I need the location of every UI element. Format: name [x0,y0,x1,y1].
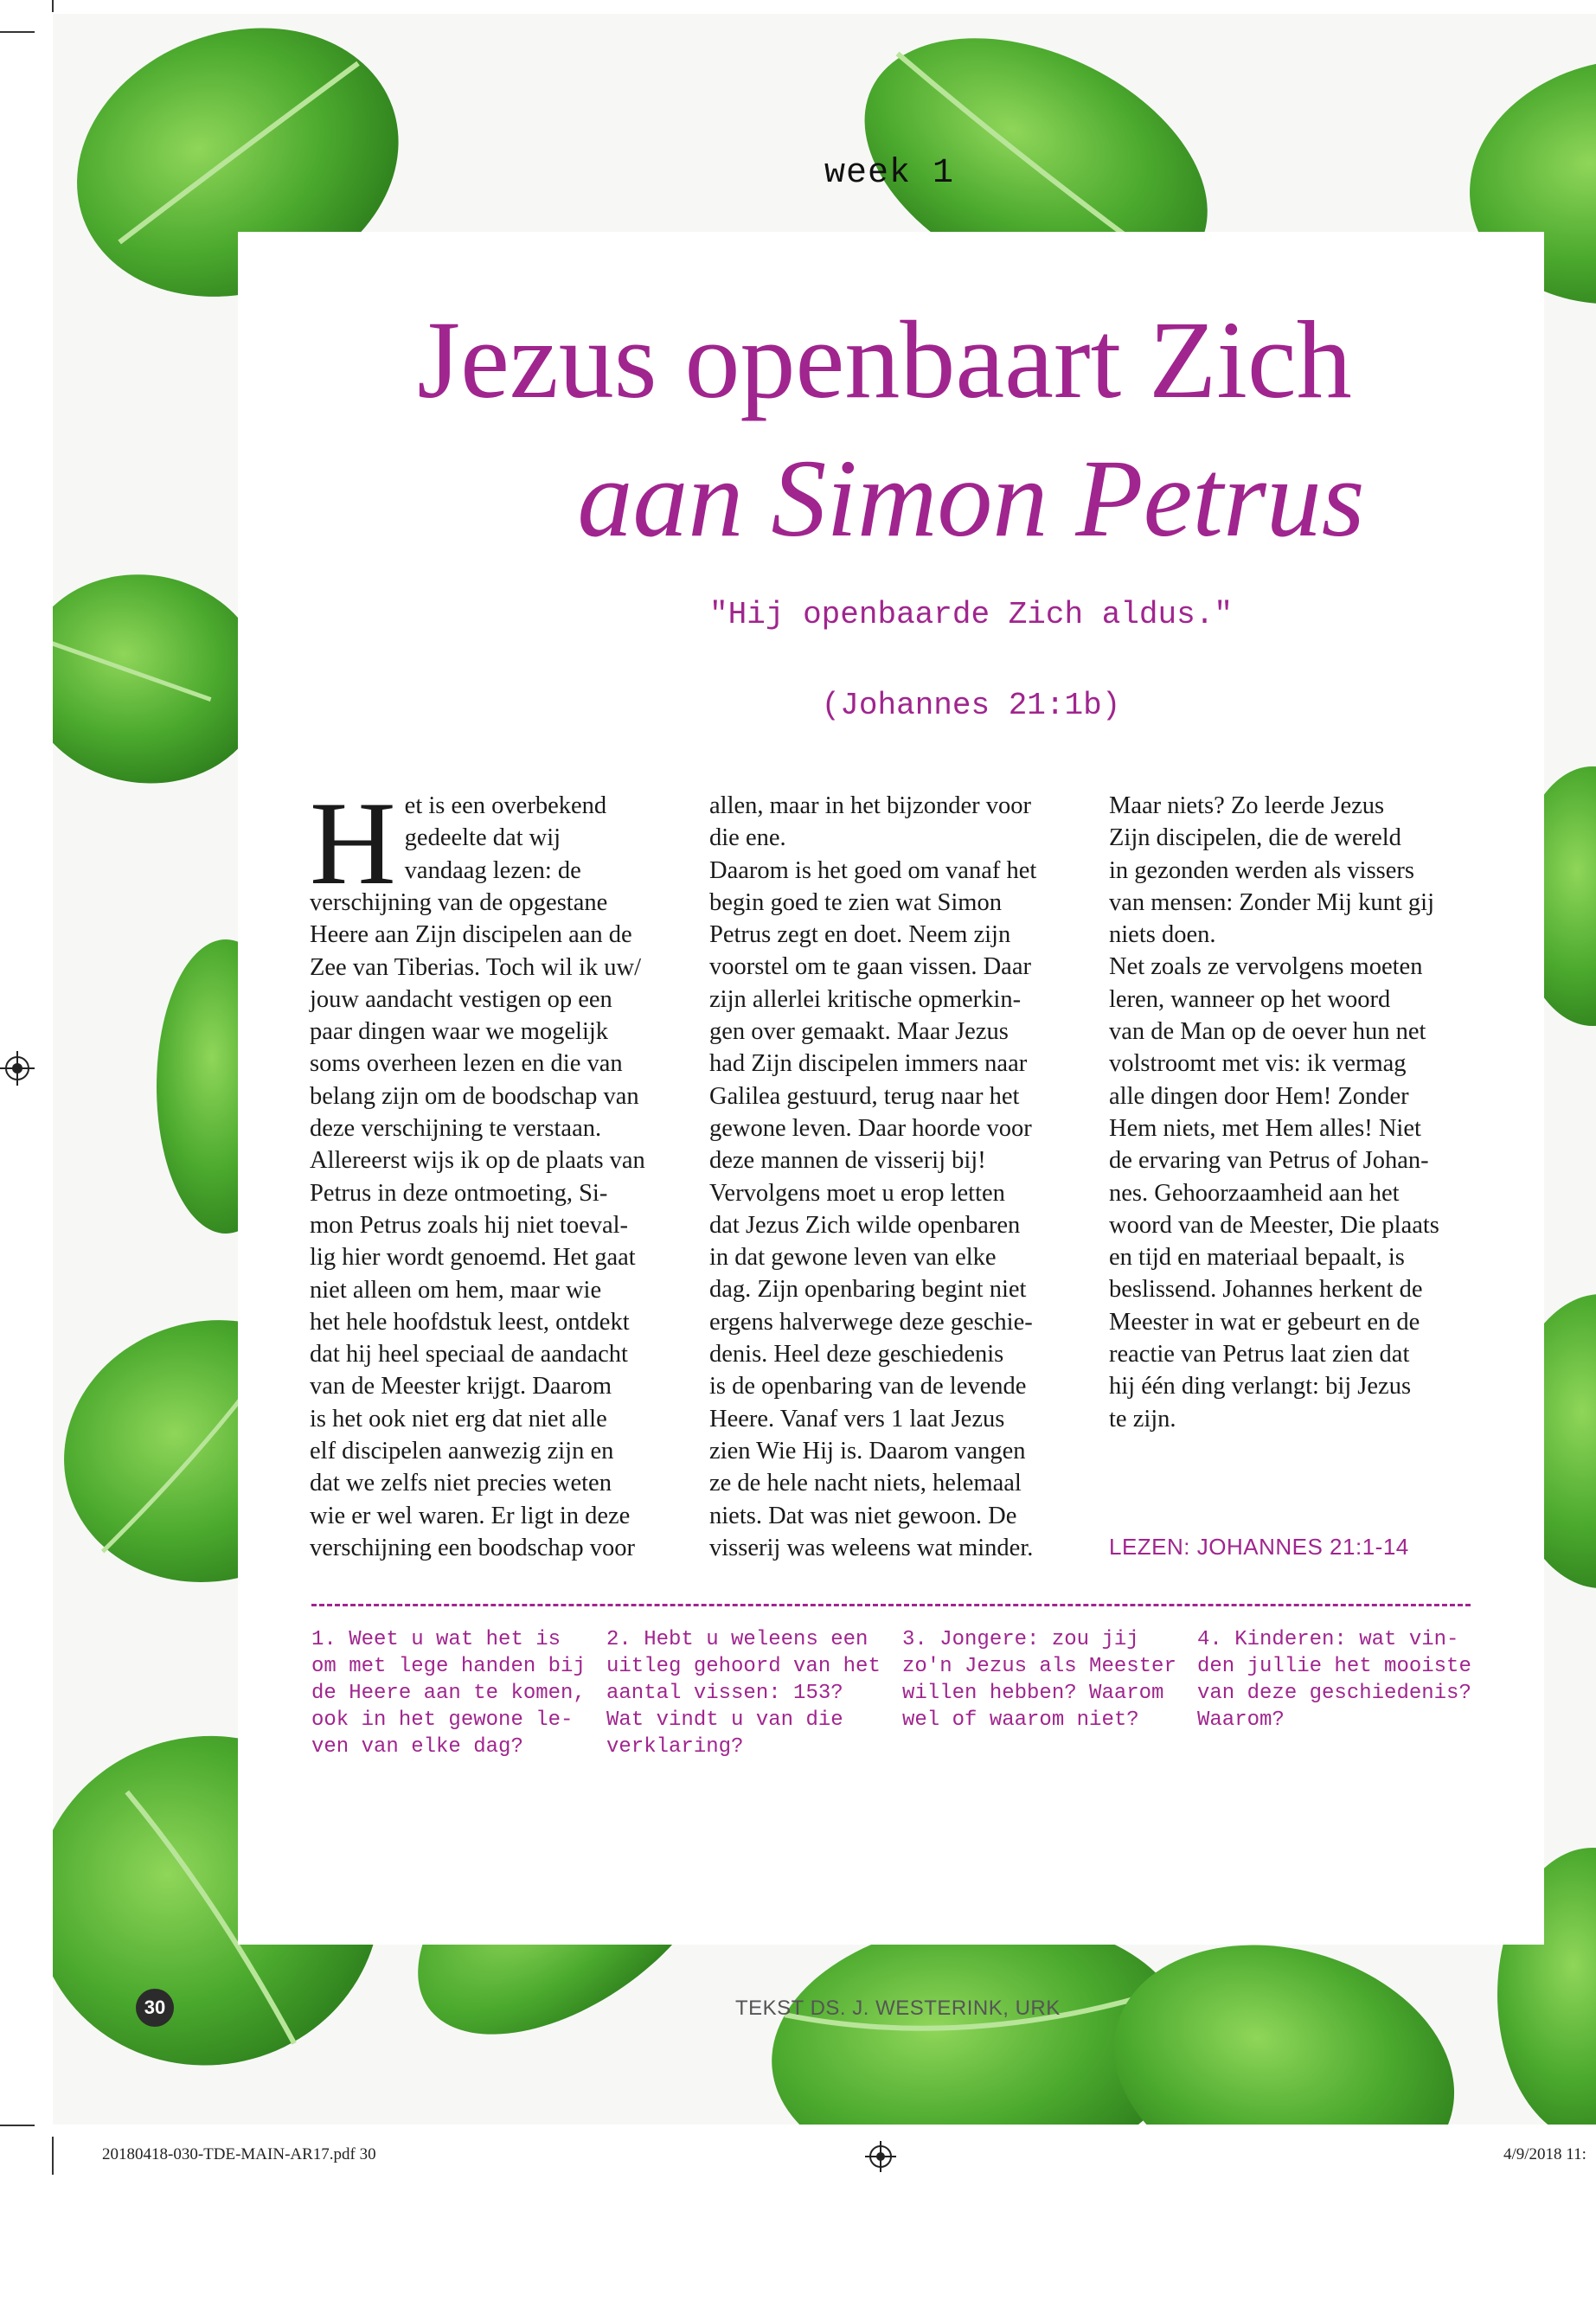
dashed-divider [311,1604,1471,1606]
article-line: in dat gewone leven van elke [709,1244,997,1272]
article-line: verschijning van de opgestane [310,889,608,916]
question-3 [902,1626,1179,1734]
registration-mark-icon [865,2141,896,2172]
article-line: leren, wanneer op het woord [1109,985,1391,1013]
article-line: Heere aan Zijn discipelen aan de [310,921,632,949]
article-line: visserij was weleens wat minder. [709,1534,1034,1561]
article-line: verschijning een boodschap voor [310,1534,635,1561]
article-line: jouw aandacht vestigen op een [310,985,612,1013]
article-line: soms overheen lezen en die van [310,1050,623,1078]
article-line: het hele hoofdstuk leest, ontdekt [310,1308,630,1336]
article-line: Allereerst wijs ik op de plaats van [310,1147,645,1175]
question-line: ook in het gewone le- [311,1708,574,1732]
question-line: de Heere aan te komen, [311,1682,586,1705]
question-line: verklaring? [606,1735,744,1759]
article-line: denis. Heel deze geschiedenis [709,1341,1004,1368]
epigraph-quote: "Hij openbaarde Zich aldus." [709,597,1233,632]
question-line: 1. Weet u wat het is [311,1628,561,1651]
article-line: in gezonden werden als vissers [1109,856,1414,884]
article-line: niets doen. [1109,921,1216,949]
epigraph-reference: (Johannes 21:1b) [821,688,1121,723]
article-line: allen, maar in het bijzonder voor [709,792,1031,819]
question-line: Waarom? [1197,1708,1285,1732]
article-line: gedeelte dat wij [404,824,561,852]
drop-cap: H [310,777,396,909]
article-line: dat Jezus Zich wilde openbaren [709,1211,1021,1239]
article-line: van de Meester krijgt. Daarom [310,1373,612,1400]
article-line: beslissend. Johannes herkent de [1109,1276,1423,1304]
article-line: de ervaring van Petrus of Johan- [1109,1147,1429,1175]
article-line: wie er wel waren. Er ligt in deze [310,1502,631,1529]
article-line: paar dingen waar we mogelijk [310,1018,609,1046]
registration-mark-icon [0,1051,35,1086]
question-line: 4. Kinderen: wat vin- [1197,1628,1459,1651]
article-line: niet alleen om hem, maar wie [310,1276,602,1304]
slug-filename: 20180418-030-TDE-MAIN-AR17.pdf 30 [102,2145,376,2163]
article-line: dat hij heel speciaal de aandacht [310,1341,628,1368]
article-line: lig hier wordt genoemd. Het gaat [310,1244,636,1272]
question-4 [1197,1626,1474,1734]
article-line: Daarom is het goed om vanaf het [709,856,1037,884]
question-line: den jullie het mooiste [1197,1655,1471,1678]
article-line: en tijd en materiaal bepaalt, is [1109,1244,1405,1272]
question-line: om met lege handen bij [311,1655,586,1678]
article-line: Maar niets? Zo leerde Jezus [1109,792,1385,819]
article-line: Zee van Tiberias. Toch wil ik uw/ [310,953,641,981]
article-line: die ene. [709,824,786,852]
article-line: te zijn. [1109,1405,1176,1433]
question-2 [606,1626,883,1760]
article-line: is het ook niet erg dat niet alle [310,1405,607,1433]
slug-date: 4/9/2018 11: [1503,2145,1586,2163]
article-line: Galilea gestuurd, terug naar het [709,1082,1020,1110]
question-line: 2. Hebt u weleens een [606,1628,869,1651]
article-line: ze de hele nacht niets, helemaal [709,1470,1022,1497]
article-line: voorstel om te gaan vissen. Daar [709,953,1031,981]
article-line: deze verschijning te verstaan. [310,1115,602,1143]
crop-mark [0,2125,35,2126]
article-line: et is een overbekend [404,792,607,819]
article-line: Heere. Vanaf vers 1 laat Jezus [709,1405,1005,1433]
question-line: uitleg gehoord van het [606,1655,881,1678]
article-line: Zijn discipelen, die de wereld [1109,824,1401,852]
article-line: nes. Gehoorzaamheid aan het [1109,1179,1400,1207]
question-1 [311,1626,588,1760]
author-credit: TEKST DS. J. WESTERINK, URK [735,1997,1061,2020]
article-line: volstroomt met vis: ik vermag [1109,1050,1407,1078]
article-line: dag. Zijn openbaring begint niet [709,1276,1027,1304]
question-line: van deze geschiedenis? [1197,1682,1471,1705]
article-line: Vervolgens moet u erop letten [709,1179,1005,1207]
article-line: had Zijn discipelen immers naar [709,1050,1028,1078]
article-line: woord van de Meester, Die plaats [1109,1211,1439,1239]
question-line: Wat vindt u van die [606,1708,843,1732]
article-line: Meester in wat er gebeurt en de [1109,1308,1420,1336]
page-number-badge: 30 [136,1989,174,2027]
article-line: ergens halverwege deze geschie- [709,1308,1033,1336]
article-line: mon Petrus zoals hij niet toeval- [310,1211,629,1239]
article-line: zijn allerlei kritische opmerkin- [709,985,1022,1013]
page-title-line1: Jezus openbaart Zich [417,298,1352,421]
crop-mark [0,31,35,33]
article-line: hij één ding verlangt: bij Jezus [1109,1373,1412,1400]
question-line: willen hebben? Waarom [902,1682,1164,1705]
article-line: van mensen: Zonder Mij kunt gij [1109,888,1434,916]
article-line: dat we zelfs niet precies weten [310,1470,612,1497]
reading-reference: LEZEN: JOHANNES 21:1-14 [1109,1534,1409,1560]
week-label: week 1 [824,154,955,193]
question-line: zo'n Jezus als Meester [902,1655,1176,1678]
article-line: elf discipelen aanwezig zijn en [310,1438,614,1465]
article-line: vandaag lezen: de [404,856,581,884]
crop-mark [52,0,54,12]
article-line: Petrus in deze ontmoeting, Si- [310,1179,608,1207]
article-line: Hem niets, met Hem alles! Niet [1109,1114,1421,1142]
article-line: deze mannen de visserij bij! [709,1147,986,1175]
article-column-2 [709,790,1073,1564]
article-line: zien Wie Hij is. Daarom vangen [709,1437,1026,1465]
question-line: ven van elke dag? [311,1735,523,1759]
page-title-line2: aan Simon Petrus [577,437,1365,560]
article-line: gen over gemaakt. Maar Jezus [709,1018,1009,1046]
article-line: alle dingen door Hem! Zonder [1109,1082,1409,1110]
article-line: Net zoals ze vervolgens moeten [1109,953,1423,981]
article-column-1 [310,777,673,1564]
article-line: Petrus zegt en doet. Neem zijn [709,921,1011,949]
article-line: van de Man op de oever hun net [1109,1018,1426,1046]
crop-mark [52,2137,54,2175]
article-line: gewone leven. Daar hoorde voor [709,1114,1032,1142]
question-line: wel of waarom niet? [902,1708,1139,1732]
article-line: belang zijn om de boodschap van [310,1082,639,1110]
question-line: 3. Jongere: zou jij [902,1628,1139,1651]
question-line: aantal vissen: 153? [606,1682,843,1705]
article-line: reactie van Petrus laat zien dat [1109,1341,1410,1368]
article-line: niets. Dat was niet gewoon. De [709,1502,1017,1529]
article-line: is de openbaring van de levende [709,1373,1027,1400]
article-line: begin goed te zien wat Simon [709,888,1002,916]
article-column-3 [1109,790,1472,1435]
